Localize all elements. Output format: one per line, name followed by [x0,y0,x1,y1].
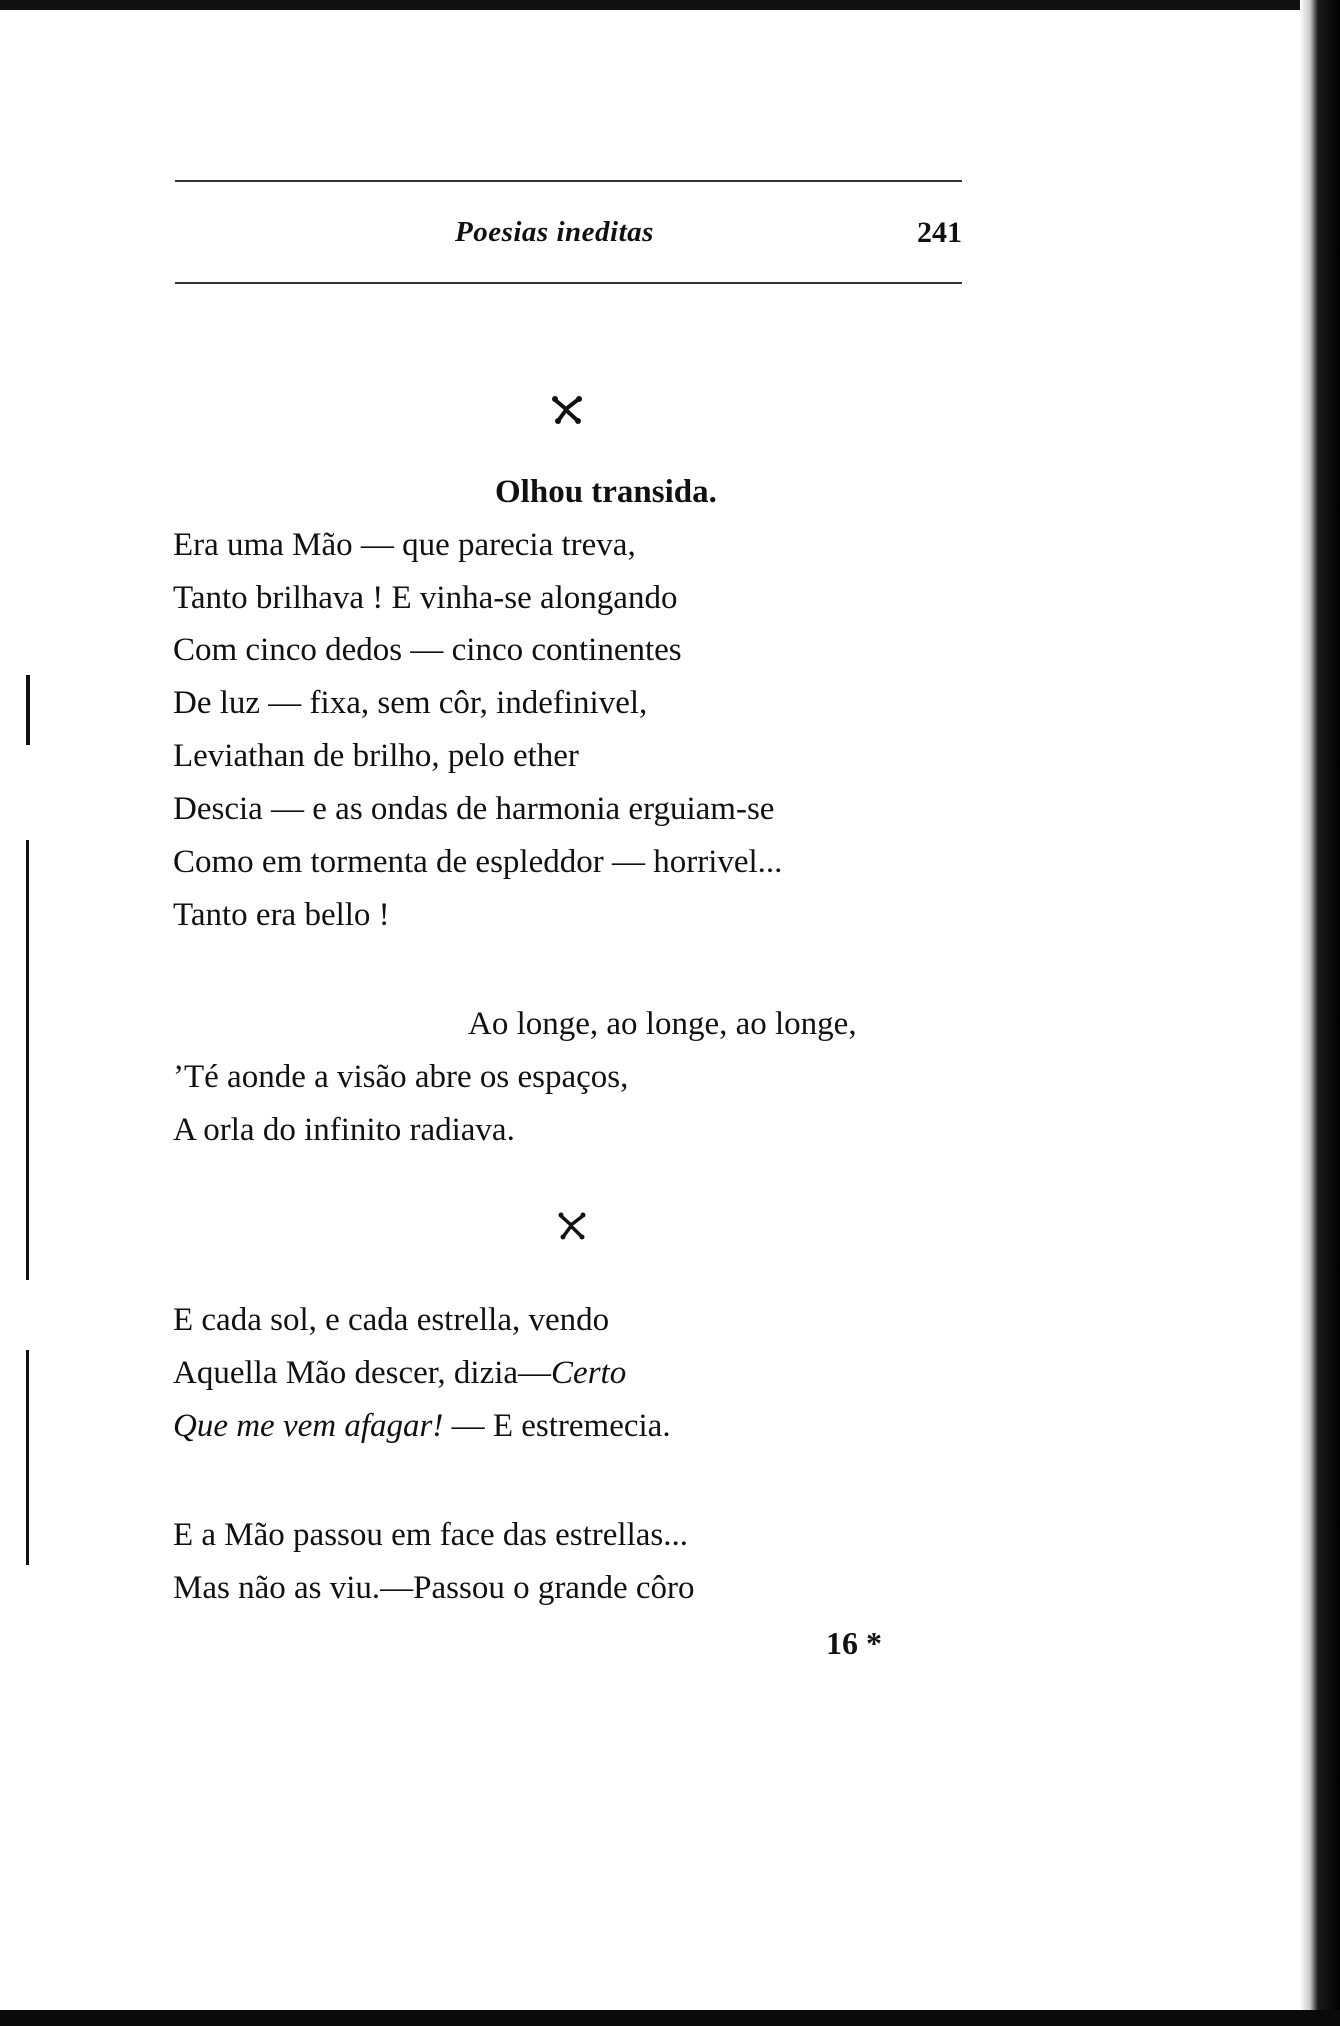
section-ornament [557,1212,587,1246]
verse-line [173,1406,671,1446]
verse-line: Descia — e as ondas de harmonia erguiam-se [173,791,775,827]
verse-line: Tanto brilhava ! E vinha-se alongando [173,580,678,616]
verse-line: ’Té aonde a visão abre os espaços, [173,1059,629,1095]
page-number: 241 [917,216,962,249]
printer-signature: 16 * [826,1625,882,1661]
verse-line: Mas não as viu.—Passou o grande côro [173,1570,695,1606]
verse-line: Tanto era bello ! [173,897,390,933]
verse-line: Leviathan de brilho, pelo ether [173,738,579,774]
verse-text-italic: Que me vem afagar! [173,1408,444,1444]
scan-mark-left [26,840,29,1280]
scan-border-top [0,0,1300,10]
ornament-icon [557,1212,587,1240]
verse-line: A orla do infinito radiava. [173,1112,515,1148]
header-rule-bottom [175,282,962,284]
verse-line: Como em tormenta de espleddor — horrivel... [173,844,783,880]
ornament-icon [550,395,584,425]
verse-line: Ao longe, ao longe, ao longe, [468,1006,857,1042]
scan-mark-left [26,1350,29,1565]
verse-line: Olhou transida. [495,474,717,510]
running-title: Poesias ineditas [455,216,654,248]
scan-mark-left [26,675,30,745]
running-header [175,216,962,256]
section-ornament [550,395,584,431]
verse-line: De luz — fixa, sem côr, indefinivel, [173,685,648,721]
verse-line: E cada sol, e cada estrella, vendo [173,1302,610,1338]
verse-text: — E estremecia. [443,1408,671,1444]
verse-line: E a Mão passou em face das estrellas... [173,1517,688,1553]
verse-text-italic: Certo [551,1355,627,1391]
verse-line [173,1353,626,1393]
verse-line: Era uma Mão — que parecia treva, [173,527,636,563]
scan-border-bottom [0,2010,1340,2026]
verse-text: Aquella Mão descer, dizia— [173,1355,552,1391]
scan-border-right [1300,0,1340,2026]
verse-line: Com cinco dedos — cinco continentes [173,632,682,668]
header-rule-top [175,180,962,182]
